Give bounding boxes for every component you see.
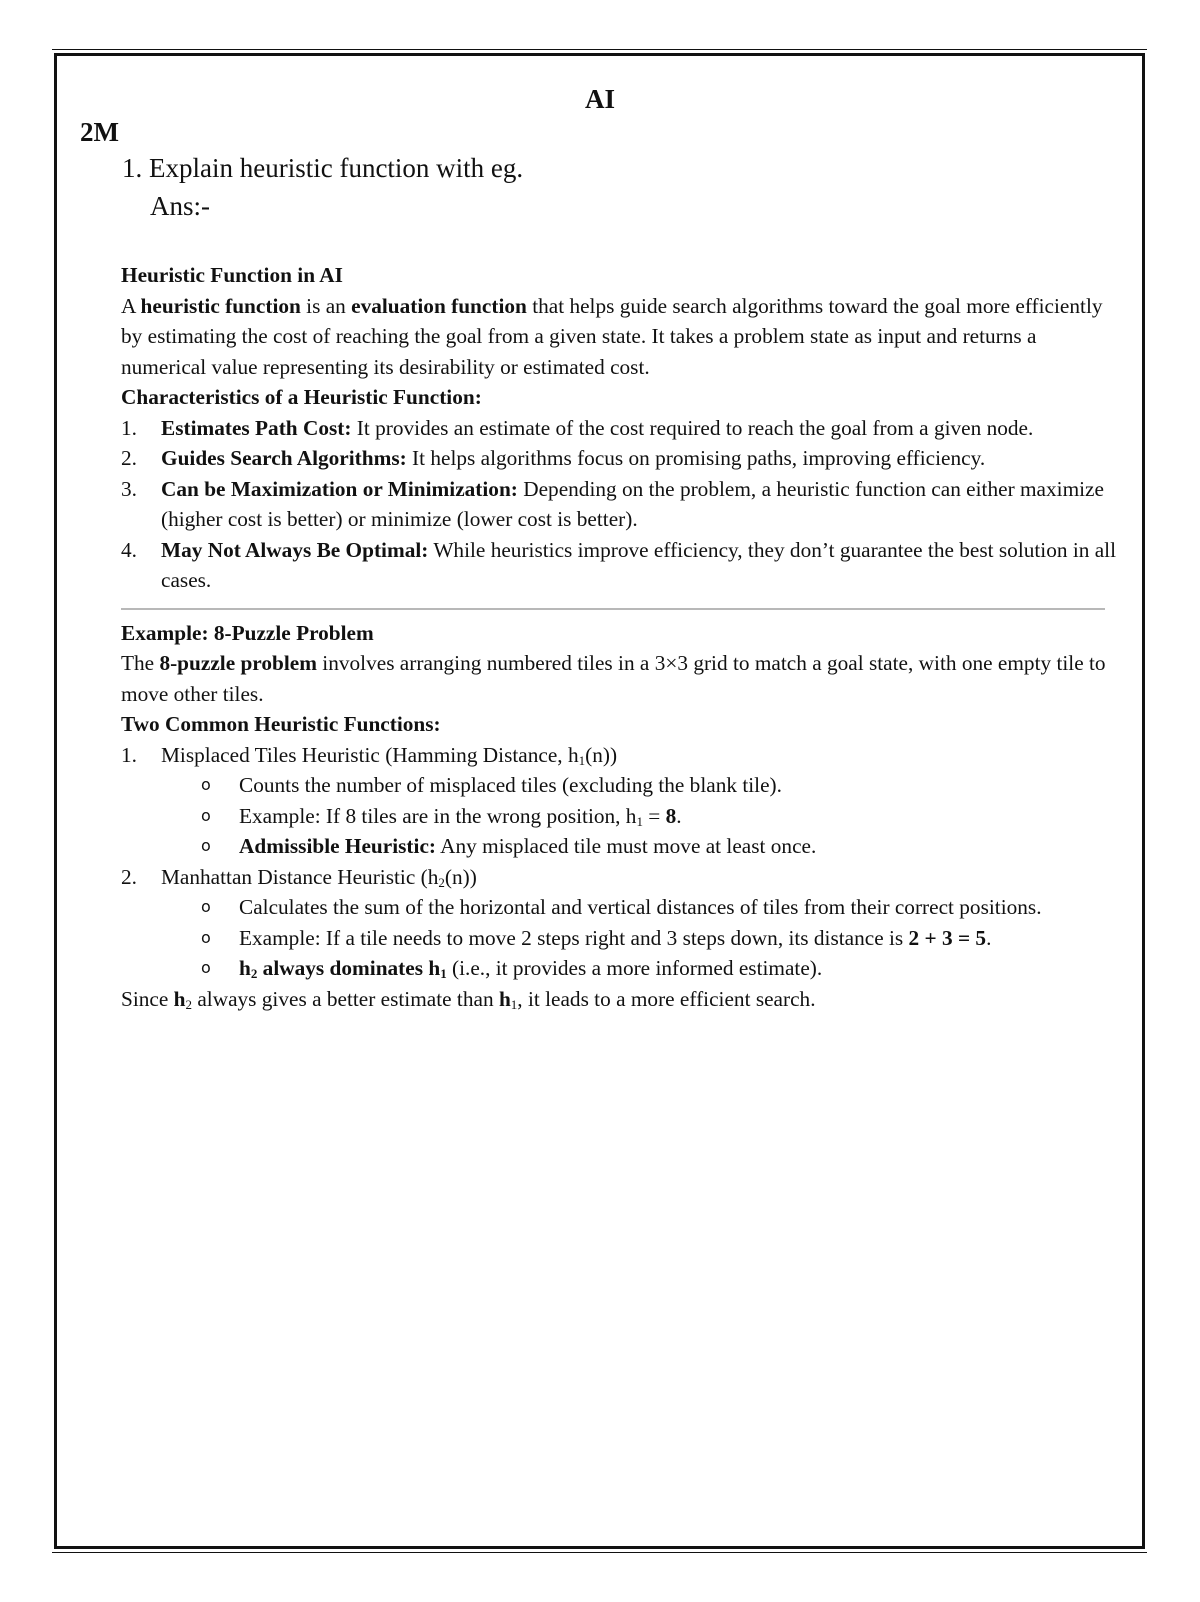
item-text: It helps algorithms focus on promising paths, improving efficiency. bbox=[406, 446, 986, 470]
text-run: . bbox=[986, 925, 992, 950]
answer-body bbox=[121, 260, 1126, 1014]
bullet-icon: o bbox=[201, 836, 211, 855]
heuristic-title-end: (n)) bbox=[444, 864, 477, 889]
question-1 bbox=[122, 153, 523, 184]
subscript: 1 bbox=[636, 813, 643, 829]
subscript: 1 bbox=[440, 966, 447, 981]
bullet-text: Example: If a tile needs to move 2 steps right and 3 steps down, its distance is bbox=[239, 925, 909, 950]
item-title: Estimates Path Cost: bbox=[161, 415, 352, 440]
misplaced-bullets bbox=[121, 770, 1126, 862]
bullet-text: Example: If 8 tiles are in the wrong position, h bbox=[239, 803, 637, 828]
subscript: 2 bbox=[438, 874, 445, 890]
text-run: The bbox=[121, 651, 160, 675]
heuristic-title: Misplaced Tiles Heuristic (Hamming Distance, h bbox=[161, 742, 579, 767]
heuristic-title: Manhattan Distance Heuristic (h bbox=[161, 864, 439, 889]
text-run: involves arranging numbered tiles in a 3×3 grid to match a goal state, with one empty tile to move other tiles. bbox=[121, 651, 1106, 706]
bold-term: 8-puzzle problem bbox=[159, 651, 317, 675]
bold-value: 8 bbox=[665, 803, 677, 828]
list-item bbox=[121, 413, 1126, 444]
text-run: is an bbox=[300, 293, 352, 318]
bullet-icon: o bbox=[201, 805, 211, 825]
section-heading-heuristic: Heuristic Function in AI bbox=[121, 263, 343, 287]
heuristic-definition bbox=[121, 291, 1126, 383]
bullet-text: Counts the number of misplaced tiles (excluding the blank tile). bbox=[239, 773, 782, 797]
bullet-icon: o bbox=[201, 897, 211, 916]
item-number: 4. bbox=[121, 537, 137, 562]
list-item bbox=[121, 535, 1126, 596]
list-item bbox=[121, 474, 1126, 535]
bullet-item bbox=[121, 801, 1126, 832]
bold-value: 2 + 3 = 5 bbox=[908, 925, 987, 950]
bold-term: always dominates h bbox=[257, 956, 441, 980]
item-number: 2. bbox=[121, 446, 137, 470]
bullet-text: (i.e., it provides a more informed estimate). bbox=[446, 956, 823, 980]
bullet-text: Any misplaced tile must move at least once. bbox=[436, 834, 817, 858]
bullet-icon: o bbox=[201, 775, 211, 794]
subscript: 1 bbox=[510, 996, 518, 1012]
bold-term: heuristic function bbox=[140, 293, 301, 318]
section-divider bbox=[121, 608, 1105, 610]
item-number: 2. bbox=[121, 864, 137, 889]
item-text: Depending on the problem, a heuristic function can either maximize (higher cost is better) or minimize (lower cost is better). bbox=[161, 476, 1104, 531]
marks-label: 2M bbox=[80, 117, 119, 147]
bullet-item bbox=[121, 953, 1126, 984]
question-number: 1. bbox=[122, 153, 143, 183]
puzzle-description bbox=[121, 648, 1126, 709]
text-run: Since bbox=[121, 986, 174, 1011]
bold-term: Admissible Heuristic: bbox=[239, 834, 436, 858]
question-text: Explain heuristic function with eg. bbox=[149, 153, 524, 183]
heuristic-item-misplaced bbox=[121, 740, 1126, 771]
bullet-item bbox=[121, 923, 1126, 954]
subscript: 2 bbox=[250, 966, 258, 981]
item-title: May Not Always Be Optimal: bbox=[161, 537, 429, 562]
characteristics-list bbox=[121, 413, 1126, 596]
text-run: always gives a better estimate than bbox=[192, 986, 499, 1011]
bullet-item bbox=[121, 831, 1126, 862]
bullet-text: Calculates the sum of the horizontal and vertical distances of tiles from their correct positions. bbox=[239, 895, 1042, 919]
text-run: A bbox=[121, 293, 141, 318]
bold-term: h bbox=[239, 956, 251, 980]
item-text: It provides an estimate of the cost required to reach the goal from a given node. bbox=[351, 415, 1034, 440]
list-item bbox=[121, 443, 1126, 474]
bold-term: evaluation function bbox=[351, 293, 527, 318]
heuristics-list-2 bbox=[121, 862, 1126, 893]
item-title: Can be Maximization or Minimization: bbox=[161, 476, 518, 501]
subscript: 2 bbox=[185, 996, 192, 1012]
text-run: = bbox=[642, 803, 666, 828]
heuristics-list bbox=[121, 740, 1126, 771]
bold-term: h bbox=[498, 986, 511, 1011]
heuristic-title-end: (n)) bbox=[585, 742, 618, 767]
item-title: Guides Search Algorithms: bbox=[161, 446, 407, 470]
text-run: , it leads to a more efficient search. bbox=[517, 986, 816, 1011]
characteristics-heading: Characteristics of a Heuristic Function: bbox=[121, 385, 482, 409]
text-run: . bbox=[676, 803, 682, 828]
bullet-item bbox=[121, 892, 1126, 923]
conclusion bbox=[121, 984, 1126, 1015]
two-heuristics-heading: Two Common Heuristic Functions: bbox=[121, 712, 441, 736]
bullet-icon: o bbox=[201, 927, 211, 947]
bullet-item bbox=[121, 770, 1126, 801]
item-number: 1. bbox=[121, 415, 137, 440]
page-title: AI bbox=[584, 84, 615, 114]
answer-label: Ans:- bbox=[150, 191, 210, 221]
text-run: that helps guide search algorithms toward the goal more efficiently by estimating the cost of reaching the goal from a given state. It takes a problem state as input and returns a numerical value representing its desirability or estimated cost. bbox=[121, 293, 1103, 379]
example-heading: Example: 8-Puzzle Problem bbox=[121, 620, 374, 645]
bullet-icon: o bbox=[201, 958, 211, 977]
bold-term: h bbox=[173, 986, 186, 1011]
heuristic-item-manhattan bbox=[121, 862, 1126, 893]
item-number: 1. bbox=[121, 742, 137, 767]
item-number: 3. bbox=[121, 476, 137, 501]
subscript: 1 bbox=[578, 752, 586, 768]
manhattan-bullets bbox=[121, 892, 1126, 984]
item-text: While heuristics improve efficiency, they don’t guarantee the best solution in all cases. bbox=[161, 537, 1117, 592]
